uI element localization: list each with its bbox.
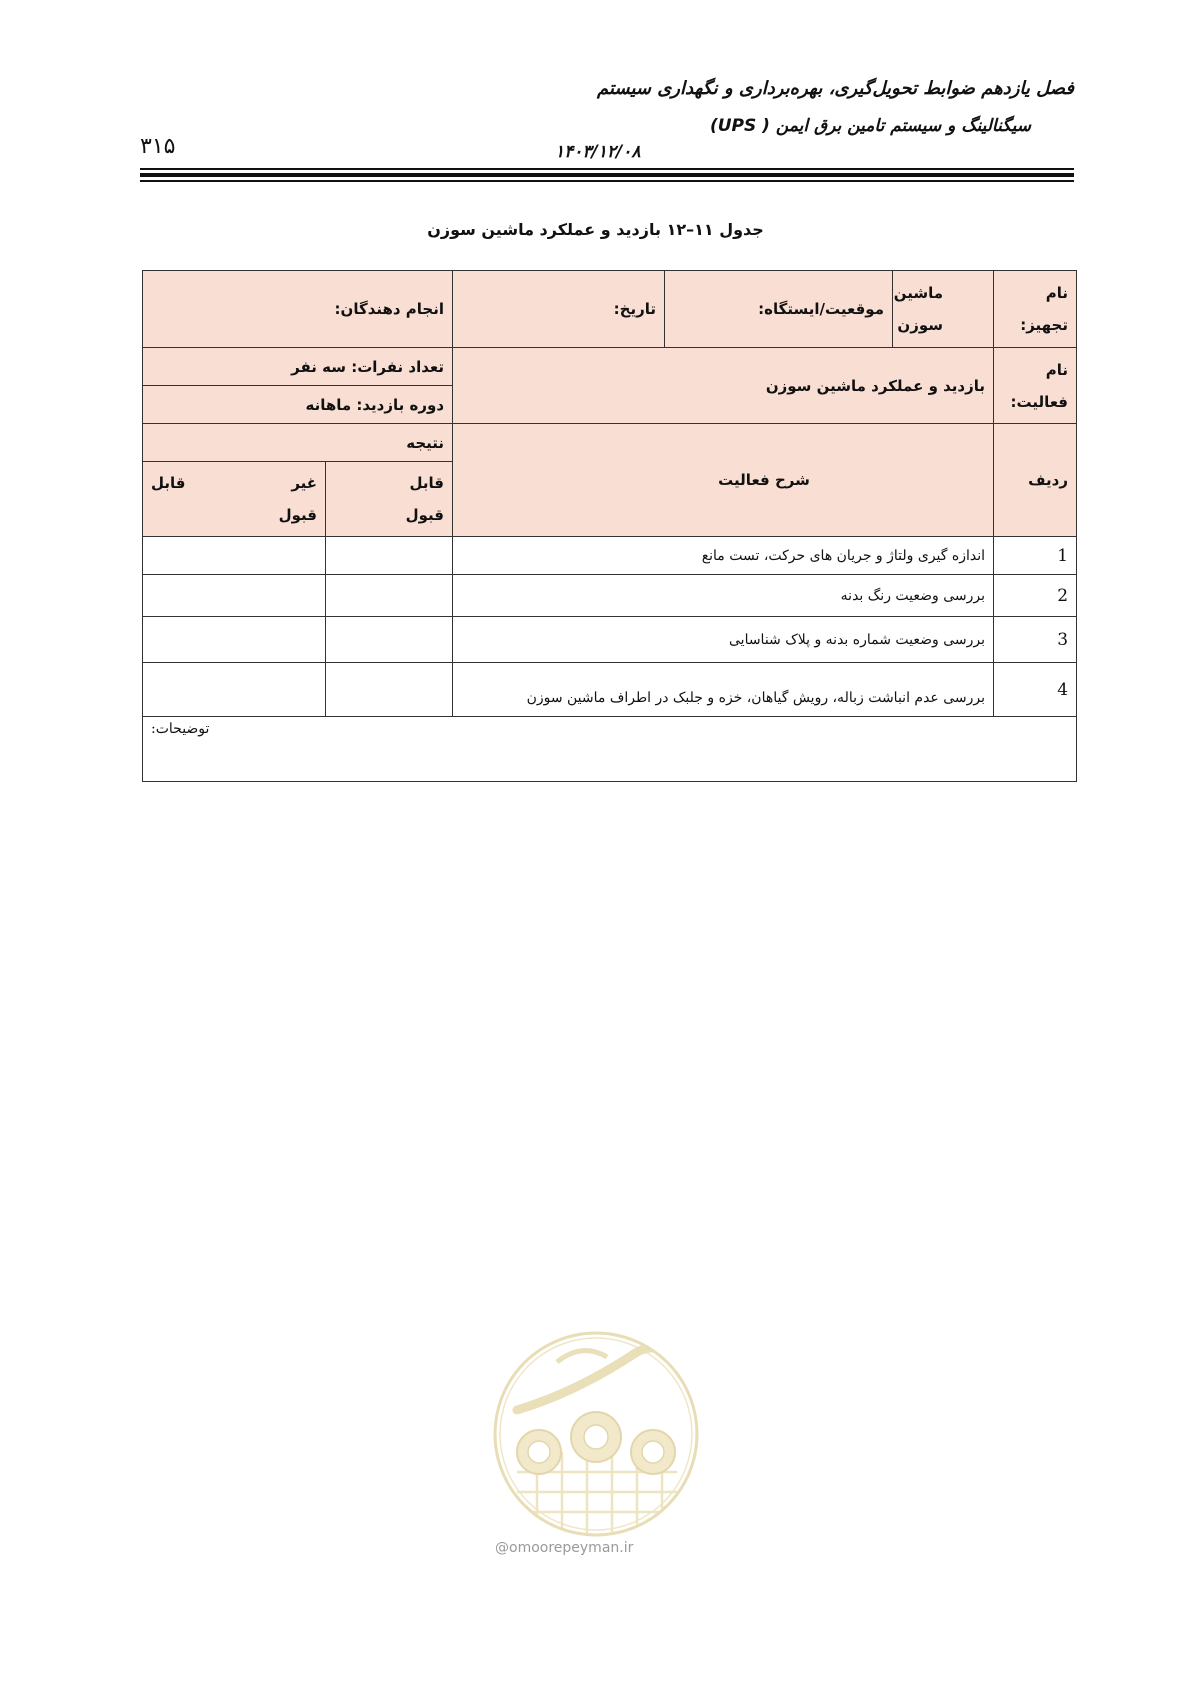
equipment-value-line1: ماشین [893, 284, 944, 302]
chapter-subtitle: سیگنالینگ و سیستم تامین برق ایمن ( UPS) [709, 116, 1031, 136]
watermark-site: @omoorepeyman.ir [495, 1540, 634, 1556]
page-number: ۳۱۵ [140, 134, 176, 159]
accept-header [326, 462, 453, 537]
row-activity: بررسی عدم انباشت زباله، رویش گیاهان، خزه و جلبک در اطراف ماشین سوزن [453, 663, 994, 717]
chapter-title: فصل یازدهم ضوابط تحویل‌گیری، بهره‌برداری و نگهداری سیستم [596, 78, 1074, 99]
accept-header-line1: قابل [409, 474, 445, 492]
row-number: 4 [994, 663, 1077, 717]
date-label: تاریخ: [613, 300, 657, 318]
header-rule-thin-top [140, 168, 1074, 170]
table-row [143, 617, 1077, 663]
location-cell [665, 271, 893, 348]
row-number: 1 [994, 537, 1077, 575]
performers-cell [143, 271, 453, 348]
date-cell [453, 271, 665, 348]
performers-label: انجام دهندگان: [334, 300, 445, 318]
table-row [143, 537, 1077, 575]
equipment-value-line2: سوزن [897, 316, 944, 334]
accept-cell [326, 617, 453, 663]
visit-period: دوره بازدید: ماهانه [143, 386, 453, 424]
notes-cell [143, 717, 1077, 782]
row-activity: بررسی وضعیت شماره بدنه و پلاک شناسایی [453, 617, 994, 663]
activity-value [453, 348, 994, 424]
table-row [143, 663, 1077, 717]
accept-cell [326, 537, 453, 575]
table-caption: جدول ۱۱–۱۲ بازدید و عملکرد ماشین سوزن [427, 220, 764, 239]
header-rule-thick [140, 173, 1074, 177]
watermark-logo [487, 1322, 705, 1562]
row-number: 2 [994, 575, 1077, 617]
reject-header-word1: غیر [291, 474, 318, 492]
table-row [143, 575, 1077, 617]
reject-cell [143, 663, 326, 717]
equipment-label [994, 271, 1077, 348]
reject-cell [143, 575, 326, 617]
header-date: ۱۴۰۳/۱۲/۰۸ [555, 142, 641, 162]
header-rule-thin-bottom [140, 180, 1074, 182]
equipment-label-line2: تجهیز: [1020, 316, 1069, 334]
reject-header [143, 462, 326, 537]
row-activity: اندازه گیری ولتاژ و جریان های حرکت، تست مانع [453, 537, 994, 575]
reject-cell [143, 537, 326, 575]
equipment-value [893, 271, 994, 348]
row-activity: بررسی وضعیت رنگ بدنه [453, 575, 994, 617]
accept-cell [326, 575, 453, 617]
inspection-table [142, 270, 1077, 782]
staff-count: تعداد نفرات: سه نفر [143, 348, 453, 386]
location-label: موقعیت/ایستگاه: [758, 300, 885, 318]
description-header: شرح فعالیت [453, 424, 994, 537]
equipment-label-line1: نام [1045, 284, 1069, 302]
activity-label-line1: نام [1045, 360, 1069, 379]
activity-label [994, 348, 1077, 424]
activity-label-line2: فعالیت: [1010, 392, 1069, 411]
activity-value-text: بازدید و عملکرد ماشین سوزن [765, 376, 986, 395]
row-label-header: ردیف [994, 424, 1077, 537]
reject-header-line1 [151, 467, 317, 499]
notes-label: توضیحات: [151, 721, 210, 737]
row-number: 3 [994, 617, 1077, 663]
result-header: نتیجه [143, 424, 453, 462]
accept-header-line2: قبول [405, 506, 445, 524]
reject-header-word2: قابل [151, 474, 186, 492]
accept-cell [326, 663, 453, 717]
reject-cell [143, 617, 326, 663]
reject-header-line2: قبول [278, 506, 318, 524]
